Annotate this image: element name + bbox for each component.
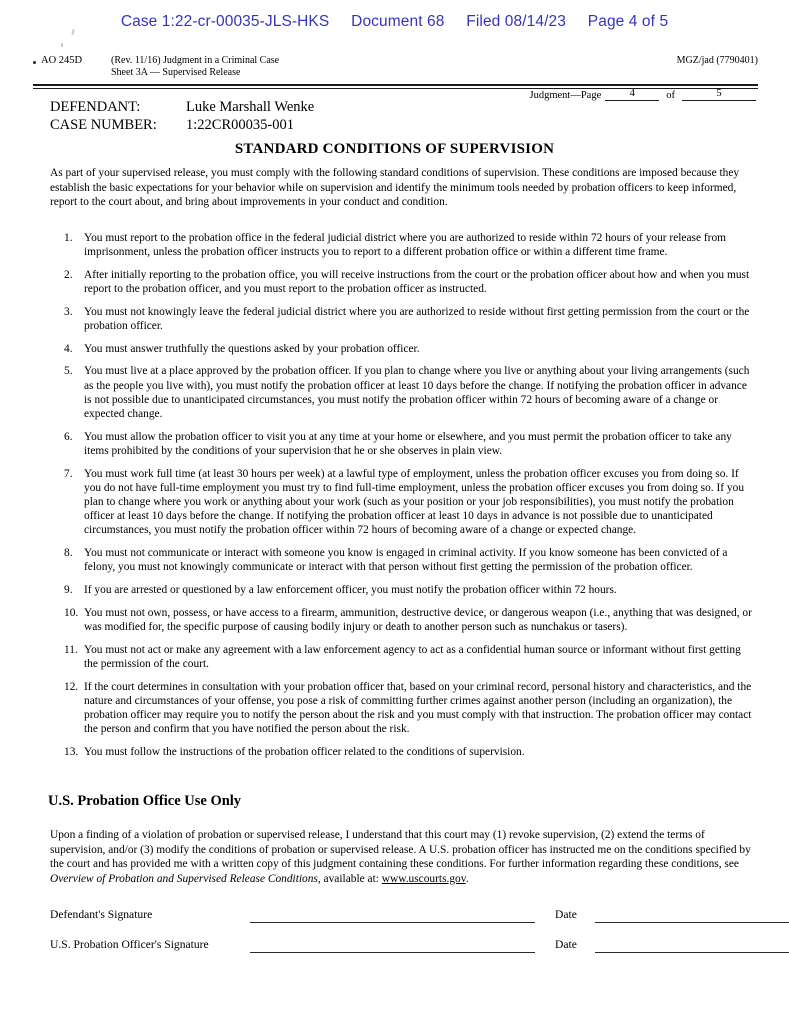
defendant-label: DEFENDANT: <box>50 99 141 115</box>
condition-number: 9. <box>64 584 73 597</box>
signature-area <box>50 905 756 965</box>
condition-item <box>50 680 756 737</box>
condition-number: 2. <box>64 268 73 281</box>
condition-item <box>50 305 756 333</box>
scan-artifact <box>61 43 63 47</box>
condition-item <box>50 745 756 759</box>
condition-item <box>50 342 756 356</box>
condition-item <box>50 364 756 421</box>
condition-number: 10. <box>64 606 79 619</box>
judgment-page-indicator <box>530 88 757 101</box>
judgment-total-pages: 5 <box>682 88 756 101</box>
conditions-list <box>50 231 756 768</box>
intro-paragraph: As part of your supervised release, you must comply with the following standard conditions of supervision. These conditions are imposed because they establish the basic expectations for your behavior while on supervision and identify the minimum tools needed by probation officers to keep informed, report to the court about, and bring about improvements in your conduct and condition. <box>50 167 740 209</box>
officer-signature-row <box>50 935 756 965</box>
defendant-block <box>50 99 314 134</box>
condition-text: If you are arrested or questioned by a law enforcement officer, you must notify the probation officer within 72 hours. <box>84 584 617 597</box>
ecf-case-number: Case 1:22-cr-00035-JLS-HKS <box>120 13 330 30</box>
condition-text: You must report to the probation office in the federal judicial district where you are authorized to reside within 72 hours of your release from imprisonment, unless the probation officer instructs you to report to a different probation office or within a different time frame. <box>84 232 727 259</box>
defendant-date-line[interactable] <box>595 922 789 923</box>
judgment-page-of: of <box>666 90 675 101</box>
bullet-icon <box>33 61 36 64</box>
uscourts-link[interactable]: www.uscourts.gov <box>381 872 466 885</box>
form-sheet-line: Sheet 3A — Supervised Release <box>111 67 241 78</box>
condition-text: You must not knowingly leave the federal judicial district where you are authorized to reside without first getting permission from the court or the probation officer. <box>84 305 750 333</box>
condition-item <box>50 546 756 574</box>
officer-signature-label: U.S. Probation Officer's Signature <box>50 938 209 951</box>
defendant-signature-line[interactable] <box>250 922 535 923</box>
form-revision-line: (Rev. 11/16) Judgment in a Criminal Case <box>111 55 280 66</box>
defendant-signature-row <box>50 905 756 935</box>
page-title: STANDARD CONDITIONS OF SUPERVISION <box>234 141 555 157</box>
condition-number: 6. <box>64 430 73 443</box>
condition-number: 1. <box>64 232 73 244</box>
case-number-row <box>50 117 314 135</box>
condition-text: After initially reporting to the probation office, you will receive instructions from the court or the probation officer about how and when you must report to the probation officer, and you must report to the probation officer as instructed. <box>84 268 750 296</box>
condition-number: 5. <box>64 365 73 378</box>
case-number-label: CASE NUMBER: <box>50 116 157 133</box>
probation-paragraph-end: . <box>465 872 469 885</box>
officer-signature-line[interactable] <box>250 952 535 953</box>
probation-section-title: U.S. Probation Office Use Only <box>48 793 242 809</box>
condition-text: You must work full time (at least 30 hours per week) at a lawful type of employment, unless the probation officer excuses you from doing so. If you do not have full-time employment you must try to find full-time employment, unless the probation officer excuses you from doing so. If you plan to change where you work or anything about your work (such as your position or your job responsibilities), you must notify the probation officer at least 10 days before the change. If notifying the probation officer at least 10 days in advance is not possible due to unanticipated circumstances, you must notify the probation officer within 72 hours of becoming aware of a change or expected change. <box>84 467 745 537</box>
condition-item <box>50 583 756 597</box>
scan-artifact <box>71 29 74 35</box>
condition-number: 7. <box>64 467 73 480</box>
probation-paragraph-part2: , available at: <box>317 872 382 885</box>
condition-text: You must answer truthfully the questions asked by your probation officer. <box>84 342 420 355</box>
condition-item <box>50 231 756 259</box>
judgment-page-label: Judgment—Page <box>529 90 602 101</box>
condition-item <box>50 606 756 634</box>
condition-text: You must allow the probation officer to visit you at any time at your home or elsewhere, and you must permit the probation officer to take any items prohibited by the conditions of your supervision that he or she observes in plain view. <box>84 430 732 457</box>
condition-item <box>50 467 756 538</box>
condition-text: If the court determines in consultation with your probation officer that, based on your criminal record, personal history and characteristics, and the nature and circumstances of your offense, you pose a risk of committing further crimes against another person (including an organization), the probation officer may require you to notify the person about the risk and you must comply with that instruction. The probation officer may contact the person and confirm that you have notified the person about the risk. <box>84 680 752 736</box>
condition-number: 11. <box>64 643 78 656</box>
officer-date-line[interactable] <box>595 952 789 953</box>
form-initials: MGZ/jad (7790401) <box>676 55 758 66</box>
condition-number: 13. <box>64 745 79 758</box>
condition-number: 4. <box>64 342 73 355</box>
judgment-page-number: 4 <box>605 88 659 101</box>
form-code: AO 245D <box>41 55 83 66</box>
condition-number: 12. <box>64 680 79 693</box>
defendant-row <box>50 99 314 117</box>
ecf-document-number: Document 68 <box>351 13 445 30</box>
condition-text: You must not communicate or interact with someone you know is engaged in criminal activity. If you know someone has been convicted of a felony, you must not knowingly communicate or interact with that person without first getting the permission of the probation officer. <box>84 547 728 574</box>
condition-item <box>50 430 756 458</box>
probation-paragraph-part1: Upon a finding of a violation of probation or supervised release, I understand that this court may (1) revoke supervision, (2) extend the terms of supervision, and/or (3) modify the conditions of probation or supervised release. A U.S. probation officer has instructed me on the conditions specified by the court and has provided me with a written copy of this judgment containing these conditions. For further information regarding these conditions, see <box>50 829 751 871</box>
condition-text: You must not own, possess, or have access to a firearm, ammunition, destructive device, or dangerous weapon (i.e., anything that was designed, or was modified for, the specific purpose of causing bodily injury or death to another person such as nunchakus or tasers). <box>84 606 752 633</box>
case-number-value: 1:22CR00035-001 <box>186 116 294 133</box>
ecf-filing-stamp <box>0 13 789 31</box>
condition-text: You must not act or make any agreement with a law enforcement agency to act as a confidential human source or informant without first getting the permission of the court. <box>84 643 741 670</box>
condition-number: 8. <box>64 547 73 560</box>
defendant-date-label: Date <box>555 908 577 921</box>
officer-date-label: Date <box>555 938 577 951</box>
form-header <box>33 55 758 78</box>
defendant-name: Luke Marshall Wenke <box>186 99 315 115</box>
ecf-page-number: Page 4 of 5 <box>587 13 669 30</box>
condition-number: 3. <box>64 305 73 318</box>
defendant-signature-label: Defendant's Signature <box>50 908 153 921</box>
condition-item <box>50 643 756 671</box>
probation-paragraph-italic: Overview of Probation and Supervised Release Conditions <box>50 872 318 885</box>
condition-text: You must follow the instructions of the probation officer related to the conditions of supervision. <box>84 745 525 758</box>
condition-item <box>50 268 756 296</box>
condition-text: You must live at a place approved by the probation officer. If you plan to change where you live or anything about your living arrangements (such as the people you live with), you must notify the probation officer at least 10 days before the change. If notifying the probation officer in advance is not possible due to unanticipated circumstances, you must notify the probation officer within 72 hours of becoming aware of a change or expected change. <box>84 365 750 421</box>
ecf-filed-date: Filed 08/14/23 <box>466 13 566 30</box>
probation-section-paragraph <box>50 828 752 886</box>
